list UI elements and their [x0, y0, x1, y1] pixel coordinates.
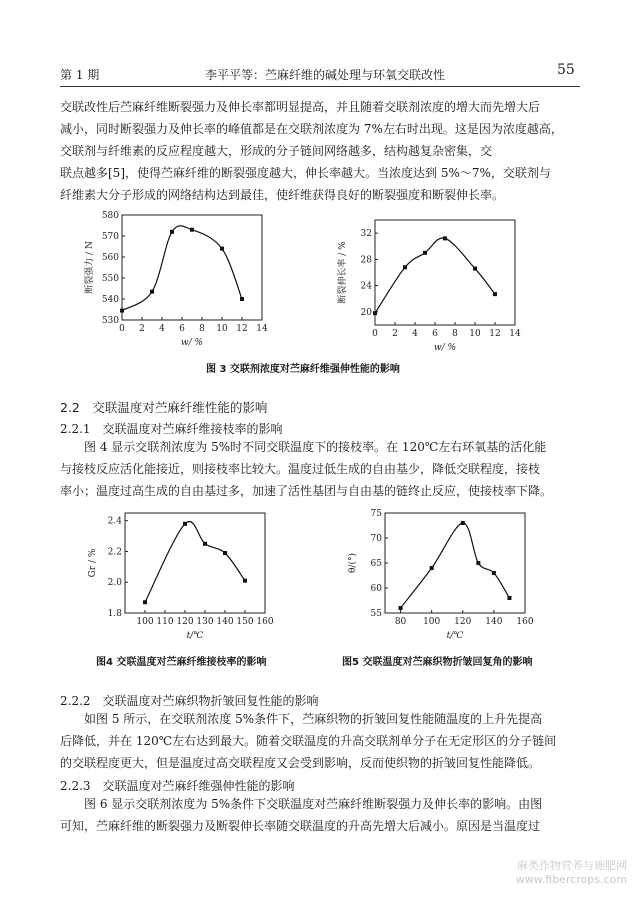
- y-tick-label: 530: [101, 316, 119, 326]
- y-tick-label: 2.0: [107, 578, 122, 589]
- x-axis-label: t/℃: [446, 631, 464, 641]
- text-line: 交联剂与纤维素的反应程度越大，形成的分子链间网络越多，结构越复杂密集，交: [60, 144, 493, 158]
- x-tick-label: 6: [179, 324, 185, 334]
- series-line: [401, 523, 510, 608]
- data-point: [170, 230, 174, 234]
- x-tick-label: 130: [196, 617, 214, 627]
- x-tick-label: 140: [485, 617, 503, 627]
- data-point: [399, 606, 403, 610]
- x-tick-label: 14: [256, 324, 268, 334]
- series-line: [122, 226, 242, 311]
- section-2-2-3-heading: 2.2.3 交联温度对苎麻纤维强伸性能的影响: [60, 779, 295, 793]
- x-tick-label: 8: [199, 324, 205, 334]
- y-tick-label: 2.4: [107, 516, 122, 527]
- header-title: 李平平等：苎麻纤维的碱处理与环氧交联改性: [205, 68, 446, 82]
- header-rule: [60, 86, 580, 87]
- x-tick-label: 120: [176, 617, 194, 627]
- y-tick-label: 32: [360, 229, 372, 240]
- y-tick-label: 20: [360, 307, 372, 318]
- x-tick-label: 140: [216, 617, 234, 627]
- y-tick-label: 540: [101, 295, 119, 305]
- text-line: 减小，同时断裂强力及伸长率的峰值都是在交联剂浓度为 7%左右时出现。这是因为浓度越高，: [60, 122, 563, 136]
- y-tick-label: 570: [101, 232, 119, 242]
- x-tick-label: 150: [236, 617, 254, 627]
- data-point: [443, 236, 447, 240]
- section-2-2-heading: 2.2 交联温度对苎麻纤维性能的影响: [60, 400, 268, 415]
- data-point: [240, 297, 244, 301]
- series-line: [145, 522, 245, 603]
- data-point: [220, 247, 224, 251]
- x-axis-label: w/ %: [180, 338, 204, 348]
- data-point: [461, 521, 465, 525]
- x-tick-label: 160: [256, 617, 274, 627]
- data-point: [150, 290, 154, 294]
- x-tick-label: 80: [394, 617, 407, 627]
- y-axis-label: 断裂伸长率 / %: [338, 241, 348, 304]
- x-tick-label: 100: [423, 617, 441, 627]
- y-tick-label: 24: [360, 281, 372, 292]
- data-point: [403, 265, 407, 269]
- y-tick-label: 560: [101, 253, 119, 263]
- section-2-2-1-heading: 2.2.1 交联温度对苎麻纤维接枝率的影响: [60, 422, 283, 436]
- plot-frame: [125, 513, 265, 613]
- data-point: [373, 311, 377, 315]
- y-tick-label: 2.2: [107, 547, 122, 558]
- y-tick-label: 55: [370, 609, 382, 619]
- x-tick-label: 14: [509, 329, 521, 339]
- fig5-recovery-chart: [345, 508, 545, 648]
- y-tick-label: 580: [101, 211, 119, 221]
- x-tick-label: 110: [156, 617, 174, 627]
- x-tick-label: 12: [489, 329, 501, 339]
- y-tick-label: 550: [101, 274, 119, 284]
- x-axis-label: w/ %: [433, 343, 457, 353]
- x-tick-label: 4: [412, 329, 418, 339]
- fig4-grafting-chart: [85, 508, 285, 648]
- text-line: 如图 5 所示，在交联剂浓度 5%条件下，苎麻织物的折皱回复性能随温度的上升先提高: [84, 712, 543, 726]
- x-tick-label: 2: [139, 324, 145, 334]
- text-line: 交联改性后苎麻纤维断裂强力及伸长率都明显提高，并且随着交联剂浓度的增大而先增大后: [60, 100, 541, 114]
- data-point: [143, 600, 147, 604]
- y-tick-label: 28: [360, 255, 372, 266]
- y-tick-label: 65: [370, 559, 382, 569]
- data-point: [473, 267, 477, 271]
- x-tick-label: 10: [469, 329, 481, 339]
- plot-frame: [385, 513, 525, 613]
- fig3-caption: 图 3 交联剂浓度对苎麻纤维强伸性能的影响: [206, 364, 400, 375]
- x-tick-label: 120: [454, 617, 472, 627]
- data-point: [120, 309, 124, 313]
- x-tick-label: 0: [119, 324, 125, 334]
- text-line: 纤维素大分子形成的网络结构达到最佳，使纤维获得良好的断裂强度和断裂伸长率。: [60, 188, 505, 202]
- text-line: 的交联程度更大，但是温度过高交联程度又会受到影响，反而使织物的折皱回复性能降低。: [60, 756, 541, 770]
- x-tick-label: 2: [392, 329, 398, 339]
- fig3-elongation-chart: [335, 215, 535, 355]
- fig5-caption: 图5 交联温度对苎麻织物折皱回复角的影响: [342, 657, 533, 668]
- data-point: [203, 542, 207, 546]
- data-point: [190, 228, 194, 232]
- series-line: [375, 238, 495, 313]
- section-2-2-2-paragraph: [60, 708, 580, 774]
- x-axis-label: t/℃: [186, 631, 204, 641]
- data-point: [493, 292, 497, 296]
- text-line: 联点越多[5]，使得苎麻纤维的断裂强度越大，伸长率越大。当浓度达到 5%～7%，交联剂与: [60, 166, 551, 180]
- data-point: [476, 561, 480, 565]
- y-tick-label: 60: [370, 584, 382, 594]
- x-tick-label: 10: [216, 324, 228, 334]
- page-number: 55: [557, 62, 575, 78]
- text-line: 图 6 显示交联剂浓度为 5%条件下交联温度对苎麻纤维断裂强力及伸长率的影响。由图: [84, 797, 543, 811]
- fig3-strength-chart: [75, 205, 275, 355]
- intro-paragraph: [60, 96, 580, 206]
- text-line: 后降低，并在 120℃左右达到最大。随着交联温度的升高交联剂单分子在无定形区的分子链间: [60, 734, 557, 748]
- data-point: [243, 579, 247, 583]
- data-point: [423, 251, 427, 255]
- watermark-url: www.fibercrops.com: [515, 873, 627, 886]
- text-line: 可知，苎麻纤维的断裂强力及断裂伸长率随交联温度的升高先增大后减小。原因是当温度过: [60, 819, 541, 833]
- x-tick-label: 6: [432, 329, 438, 339]
- y-axis-label: Gr / %: [88, 548, 98, 578]
- text-line: 图 4 显示交联剂浓度为 5%时不同交联温度下的接枝率。在 120℃左右环氧基的活化能: [84, 440, 547, 454]
- text-line: 率小；温度过高生成的自由基过多，加速了活性基团与自由基的链终止反应，使接枝率下降。: [60, 484, 553, 498]
- header-issue: 第 1 期: [60, 68, 100, 82]
- y-tick-label: 70: [370, 534, 382, 544]
- data-point: [507, 596, 511, 600]
- data-point: [430, 566, 434, 570]
- data-point: [492, 571, 496, 575]
- section-2-2-2-heading: 2.2.2 交联温度对苎麻织物折皱回复性能的影响: [60, 694, 319, 708]
- y-axis-label: 断裂强力 / N: [85, 241, 95, 294]
- x-tick-label: 0: [372, 329, 378, 339]
- plot-frame: [375, 220, 515, 325]
- section-2-2-1-paragraph: [60, 436, 580, 502]
- fig4-caption: 图4 交联温度对苎麻纤维接枝率的影响: [96, 657, 267, 668]
- data-point: [223, 551, 227, 555]
- x-tick-label: 12: [236, 324, 248, 334]
- x-tick-label: 4: [159, 324, 165, 334]
- data-point: [183, 522, 187, 526]
- x-tick-label: 8: [452, 329, 458, 339]
- y-tick-label: 75: [370, 509, 382, 519]
- y-tick-label: 1.8: [107, 609, 122, 619]
- text-line: 与接枝反应活化能接近，则接枝率比较大。温度过低生成的自由基少，降低交联程度，接枝: [60, 462, 541, 476]
- x-tick-label: 100: [136, 617, 154, 627]
- y-axis-label: θ/(°): [348, 553, 358, 573]
- section-2-2-3-paragraph: [60, 793, 580, 837]
- x-tick-label: 160: [516, 617, 534, 627]
- watermark-title: 麻类作物营养与施肥网: [517, 859, 627, 872]
